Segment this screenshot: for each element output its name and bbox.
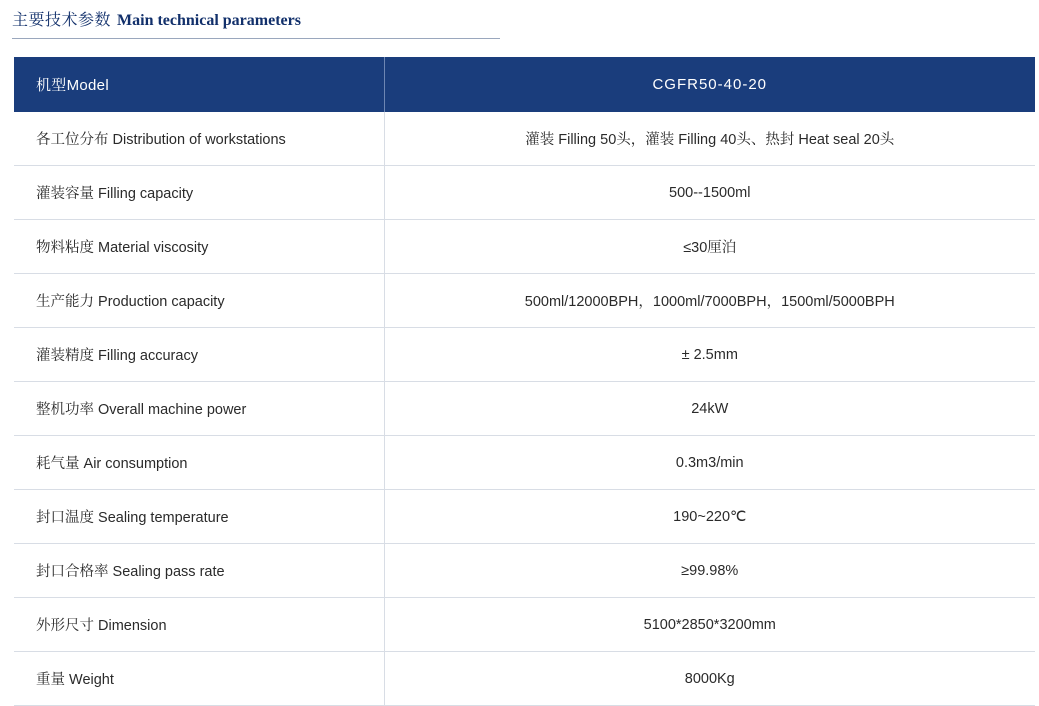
table-row <box>14 166 1035 220</box>
table-row <box>14 112 1035 166</box>
row-label: 整机功率 Overall machine power <box>14 382 384 436</box>
table-row <box>14 598 1035 652</box>
row-label: 生产能力 Production capacity <box>14 274 384 328</box>
section-heading <box>8 0 1031 39</box>
row-value: 0.3m3/min <box>384 436 1035 490</box>
row-label: 重量 Weight <box>14 652 384 706</box>
page-title-en: Main technical parameters <box>117 12 301 29</box>
table-row <box>14 220 1035 274</box>
row-value: 灌装 Filling 50头，灌装 Filling 40头、热封 Heat seal 20头 <box>384 112 1035 166</box>
page-title-cn: 主要技术参数 <box>12 12 112 29</box>
row-value: 190~220℃ <box>384 490 1035 544</box>
table-row <box>14 652 1035 706</box>
row-value: 500ml/12000BPH，1000ml/7000BPH，1500ml/5000BPH <box>384 274 1035 328</box>
row-label: 封口合格率 Sealing pass rate <box>14 544 384 598</box>
row-label: 各工位分布 Distribution of workstations <box>14 112 384 166</box>
table-row <box>14 328 1035 382</box>
table-row <box>14 382 1035 436</box>
row-label: 封口温度 Sealing temperature <box>14 490 384 544</box>
row-value: ≤30厘泊 <box>384 220 1035 274</box>
column-header-model: 机型Model <box>14 57 384 112</box>
row-label: 灌装容量 Filling capacity <box>14 166 384 220</box>
table-row <box>14 274 1035 328</box>
row-label: 灌装精度 Filling accuracy <box>14 328 384 382</box>
row-value: ≥99.98% <box>384 544 1035 598</box>
spec-table-body <box>14 112 1035 706</box>
page-title <box>12 10 1027 32</box>
row-value: 5100*2850*3200mm <box>384 598 1035 652</box>
heading-divider <box>12 38 500 39</box>
table-header-row <box>14 57 1035 112</box>
column-header-model-value: CGFR50-40-20 <box>384 57 1035 112</box>
row-label: 物料粘度 Material viscosity <box>14 220 384 274</box>
row-value: 500--1500ml <box>384 166 1035 220</box>
table-row <box>14 490 1035 544</box>
row-value: 8000Kg <box>384 652 1035 706</box>
spec-table-head <box>14 57 1035 112</box>
row-label: 外形尺寸 Dimension <box>14 598 384 652</box>
spec-table-container <box>8 57 1031 706</box>
spec-table <box>14 57 1035 706</box>
table-row <box>14 544 1035 598</box>
table-row <box>14 436 1035 490</box>
row-label: 耗气量 Air consumption <box>14 436 384 490</box>
row-value: ± 2.5mm <box>384 328 1035 382</box>
row-value: 24kW <box>384 382 1035 436</box>
